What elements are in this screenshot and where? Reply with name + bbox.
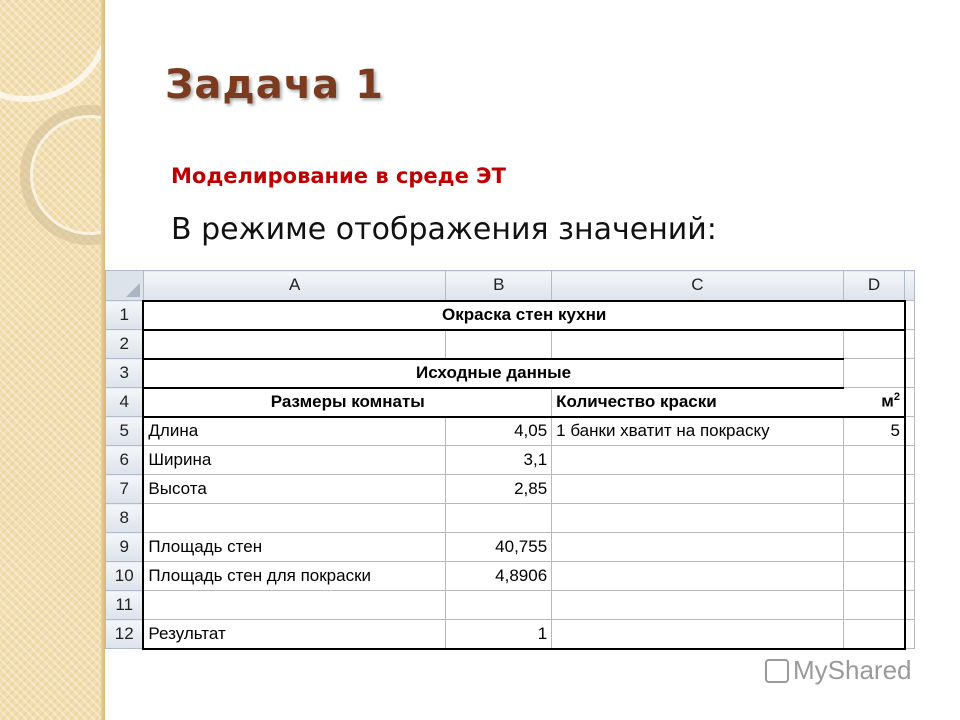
cell-e2[interactable] [905,330,915,359]
cell-d11[interactable] [843,591,905,620]
cell-c12[interactable] [552,620,844,649]
cell-a12[interactable]: Результат [143,620,446,649]
row-header-12[interactable]: 12 [106,620,144,649]
slide-body-text: В режиме отображения значений: [171,212,717,247]
cell-c4-paint-amount[interactable]: Количество краски [552,388,844,417]
cell-a11[interactable] [143,591,446,620]
column-header-c[interactable]: C [552,271,844,301]
cell-e11[interactable] [905,591,915,620]
cell-e3[interactable] [905,359,915,388]
row-header-3[interactable]: 3 [106,359,144,388]
cell-b12[interactable]: 1 [446,620,552,649]
column-header-d[interactable]: D [843,271,905,301]
cell-a3-section-title[interactable]: Исходные данные [143,359,843,388]
cell-e7[interactable] [905,475,915,504]
cell-b6[interactable]: 3,1 [446,446,552,475]
decorative-circle-top [0,0,105,102]
cell-d2[interactable] [843,330,905,359]
cell-e1[interactable] [905,301,915,330]
cell-a6[interactable]: Ширина [143,446,446,475]
cell-d12[interactable] [843,620,905,649]
decorative-circle-middle [20,105,105,245]
cell-a9[interactable]: Площадь стен [143,533,446,562]
cell-b11[interactable] [446,591,552,620]
cell-a7[interactable]: Высота [143,475,446,504]
cell-e5[interactable] [905,417,915,446]
cell-e8[interactable] [905,504,915,533]
row-header-7[interactable]: 7 [106,475,144,504]
cell-a2[interactable] [143,330,446,359]
cell-e10[interactable] [905,562,915,591]
slide-title: Задача 1 [165,62,384,108]
row-header-2[interactable]: 2 [106,330,144,359]
cell-d3[interactable] [843,359,905,388]
cell-a4-room-sizes[interactable]: Размеры комнаты [143,388,551,417]
cell-d7[interactable] [843,475,905,504]
row-header-1[interactable]: 1 [106,301,144,330]
cell-a8[interactable] [143,504,446,533]
cell-b2[interactable] [446,330,552,359]
cell-c10[interactable] [552,562,844,591]
row-header-6[interactable]: 6 [106,446,144,475]
watermark [765,655,912,686]
row-header-10[interactable]: 10 [106,562,144,591]
cell-e12[interactable] [905,620,915,649]
cell-e4[interactable] [905,388,915,417]
row-header-11[interactable]: 11 [106,591,144,620]
cell-d10[interactable] [843,562,905,591]
cell-c6[interactable] [552,446,844,475]
watermark-logo-icon [765,659,789,683]
row-header-9[interactable]: 9 [106,533,144,562]
unit-label: м [881,392,894,412]
column-header-e[interactable] [905,271,915,301]
select-all-corner[interactable] [106,271,144,301]
cell-a1-title[interactable]: Окраска стен кухни [143,301,905,330]
slide-subtitle: Моделирование в среде ЭТ [171,164,506,188]
cell-b8[interactable] [446,504,552,533]
cell-b5[interactable]: 4,05 [446,417,552,446]
unit-superscript: 2 [893,391,900,404]
cell-a5[interactable]: Длина [143,417,446,446]
spreadsheet-grid [105,270,915,650]
cell-d5[interactable]: 5 [843,417,905,446]
row-header-5[interactable]: 5 [106,417,144,446]
cell-d4-unit[interactable] [843,388,905,417]
cell-e9[interactable] [905,533,915,562]
column-header-a[interactable]: A [143,271,446,301]
column-header-b[interactable]: B [446,271,552,301]
row-header-4[interactable]: 4 [106,388,144,417]
cell-d9[interactable] [843,533,905,562]
cell-d6[interactable] [843,446,905,475]
cell-c9[interactable] [552,533,844,562]
cell-a10[interactable]: Площадь стен для покраски [143,562,446,591]
cell-b10[interactable]: 4,8906 [446,562,552,591]
cell-c2[interactable] [552,330,844,359]
cell-b9[interactable]: 40,755 [446,533,552,562]
cell-e6[interactable] [905,446,915,475]
cell-c8[interactable] [552,504,844,533]
cell-c11[interactable] [552,591,844,620]
row-header-8[interactable]: 8 [106,504,144,533]
decorative-left-strip [0,0,105,720]
cell-c7[interactable] [552,475,844,504]
watermark-text: MyShared [793,655,912,685]
spreadsheet [105,270,915,670]
cell-d8[interactable] [843,504,905,533]
cell-b7[interactable]: 2,85 [446,475,552,504]
cell-c5[interactable]: 1 банки хватит на покраску [552,417,844,446]
